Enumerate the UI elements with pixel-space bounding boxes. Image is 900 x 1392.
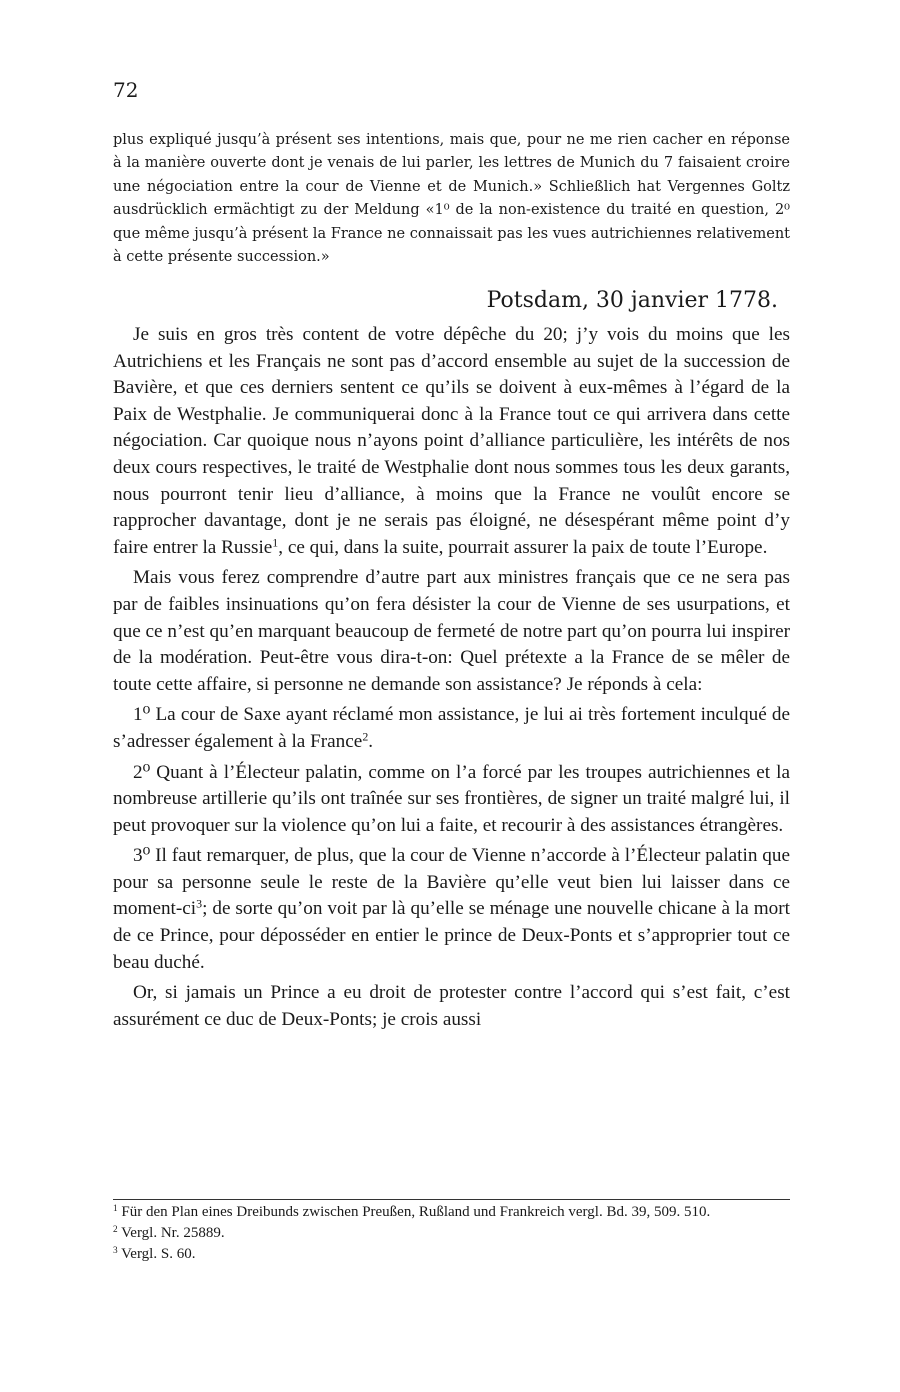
footnote-text-1: Für den Plan eines Dreibunds zwischen Preußen, Rußland und Frankreich vergl. Bd. 39, 509. 510. — [117, 1204, 711, 1220]
footnote-2 — [113, 1223, 790, 1244]
footnote-ref-1: 1 — [272, 535, 279, 550]
footnote-1 — [113, 1202, 790, 1223]
footnote-rule — [113, 1199, 790, 1200]
footnote-text-3: Vergl. S. 60. — [117, 1246, 196, 1262]
paragraph-2: Mais vous ferez comprendre d’autre part aux ministres français que ce ne sera pas par de faibles insinuations qu’on fera désister la cour de Vienne de ses usurpations, et que ce n’est qu’en marquant beaucoup de fermeté de notre part qu’on pourra lui inspirer de la modération. Peut-être vous dira-t-on: Quel prétexte a la France de se mêler de toute cette affaire, si personne ne demande son assistance? Je réponds à cela: — [113, 567, 790, 695]
paragraph-5-text-b: ; de sorte qu’on voit par là qu’elle se ménage une nouvelle chicane à la mort de ce Prince, pour déposséder en entier le prince de Deux-Ponts et s’approprier tout ce beau duché. — [113, 898, 790, 973]
paragraph-5-text-a: 3⁰ Il faut remarquer, de plus, que la cour de Vienne n’accorde à l’Électeur palatin que pour sa personne seule le reste de la Bavière qu’elle veut bien lui laisser dans ce moment-ci — [113, 845, 790, 920]
footnote-mark-1: 1 — [113, 1203, 118, 1214]
introductory-note: plus expliqué jusqu’à présent ses intentions, mais que, pour ne me rien cacher en réponse à la manière ouverte dont je venais de lui parler, les lettres de Munich du 7 faisaient croire une négociation entre la cour de Vienne et de Munich.» Schließlich hat Vergennes Goltz ausdrücklich ermächtigt zu der Meldung «1⁰ de la non-existence du traité en question, 2⁰ que même jusqu’à présent la France ne connaissait pas les vues autrichiennes relativement à cette présente succession.» — [113, 132, 790, 266]
letter-body — [113, 322, 790, 1037]
paragraph-1 — [113, 322, 790, 561]
footnote-ref-3: 3 — [196, 896, 203, 911]
paragraph-1-text-a: Je suis en gros très content de votre dépêche du 20; j’y vois du moins que les Autrichiens et les Français ne sont pas d’accord ensemble au sujet de la succession de Bavière, et que ces derniers sentent ce qu’ils se doivent à eux-mêmes à l’égard de la Paix de Westphalie. Je communiquerai donc à la France tout ce qui arrivera dans cette négociation. Car quoique nous n’ayons point d’alliance particulière, les intérêts de nos deux cours respectives, le traité de Westphalie dont nous sommes tous les deux garants, nous pourront tenir lieu d’alliance, à moins que la France ne voulût encore se rapprocher davantage, dont je ne serais pas éloigné, ne désespérant même point d’y faire entrer la Russie — [113, 324, 790, 558]
footnotes — [113, 1202, 790, 1265]
paragraph-5 — [113, 843, 790, 976]
footnote-ref-2: 2 — [362, 729, 369, 744]
paragraph-3-text-a: 1⁰ La cour de Saxe ayant réclamé mon assistance, je lui ai très fortement inculqué de s’adresser également à la France — [113, 704, 790, 752]
paragraph-3-text-b: . — [368, 730, 374, 752]
footnote-mark-2: 2 — [113, 1224, 118, 1235]
footnote-text-2: Vergl. Nr. 25889. — [117, 1225, 225, 1241]
footnote-3 — [113, 1244, 790, 1265]
page-number: 72 — [113, 78, 139, 102]
footnote-mark-3: 3 — [113, 1245, 118, 1256]
paragraph-6: Or, si jamais un Prince a eu droit de protester contre l’accord qui s’est fait, c’est assurément ce duc de Deux-Ponts; je crois aussi — [113, 982, 790, 1030]
paragraph-4: 2⁰ Quant à l’Électeur palatin, comme on l’a forcé par les troupes autrichiennes et la nombreuse artillerie qu’ils ont traînée sur ses frontières, de signer un traité malgré lui, il peut provoquer sur la violence qu’on lui a faite, et recourir à des assistances étrangères. — [113, 761, 790, 836]
letter-dateline: Potsdam, 30 janvier 1778. — [486, 288, 778, 313]
paragraph-1-text-b: , ce qui, dans la suite, pourrait assurer la paix de toute l’Europe. — [278, 536, 768, 558]
paragraph-3 — [113, 702, 790, 755]
